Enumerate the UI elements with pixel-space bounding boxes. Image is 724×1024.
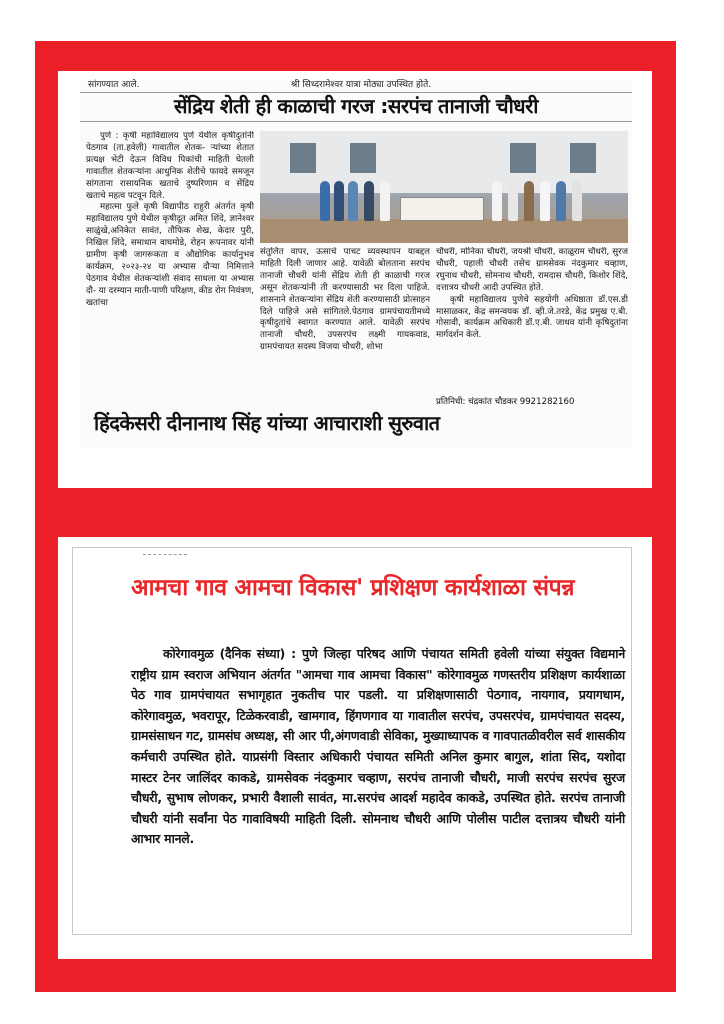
column-1-paragraph-1: पुणे : कृषी महाविद्यालय पुणे येथील कृषीदुतांनी पेठगाव (ता.हवेली) गावातील शेतक- र्‍यांच्या शेतात प्रत्यक्ष भेटी देऊन विविध पिकांची माहिती घेतली गावातील शेतकर्‍यांना आधुनिक शेतीचे फायदे समजून सांगताना रासायनिक खताचे दुष्परिणाम व सेंद्रिय खताचे महत्व पटवून दिले. [86, 131, 254, 201]
column-3-paragraph-1: चौधरी, मोनिका चौधरी, जयश्री चौधरी, काळूराम चौधरी, सुरज चौधरी, पहाली चौधरी तसेच ग्रामसेवक नंदकुमार चव्हाण, रघुनाथ चौधरी, सोमनाथ चौधरी, रामदास चौधरी, किशोर शिंदे, दत्तात्रय चौधरी आदी उपस्थित होते. [436, 247, 628, 293]
photo-banner [400, 197, 484, 221]
clipping-top-line [80, 79, 632, 93]
reporter-credit: प्रतिनिधी: चंद्रकांत चौडकर 9921282160 [436, 397, 575, 407]
workshop-article-body: कोरेगावमुळ (दैनिक संध्या) : पुणे जिल्हा परिषद आणि पंचायत समिती हवेली यांच्या संयुक्त विद्यमाने राष्ट्रीय ग्राम स्वराज अभियान अंतर्गत "आमचा गाव आमचा विकास" कोरेगावमुळ गणस्तरीय प्रशिक्षण कार्यशाळा पेठ गाव ग्रामपंचायत सभागृहात नुकतीच पार पडली. या प्रशिक्षणासाठी पेठगाव, नायगाव, प्रयागधाम, कोरेगावमुळ, भवरापूर, टिळेकरवाडी, खामगाव, हिंगणगाव या गावातील सरपंच, उपसरपंच, ग्रामपंचायत सदस्य, ग्रामसंसाधन गट, ग्रामसंघ अध्यक्ष, सी आर पी,अंगणवाडी सेविका, मुख्याध्यापक व गावपातळीवरील सर्व शासकीय कर्मचारी उपस्थित होते. याप्रसंगी विस्तार अधिकारी पंचायत समिती अनिल कुमार बागुल, शांता सिद, यशोदा मास्टर टेनर जालिंदर काकडे, ग्रामसेवक नंदकुमार चव्हाण, सरपंच तानाजी चौधरी, माजी सरपंच सरपंच सुरज चौधरी, सुभाष लोणकर, प्रभारी वैशाली सावंत, मा.सरपंच आदर्श महादेव काकडे, उपस्थित होते. सरपंच तानाजी चौधरी यांनी सर्वांना पेठ गावाविषयी माहिती दिली. सोमनाथ चौधरी आणि पोलीस पाटील दत्तात्रय चौधरी यांनी आभार मानले. [131, 646, 625, 847]
next-article-headline-cut: हिंदकेसरी दीनानाथ सिंह यांच्या आचाराशी सुरुवात [94, 411, 440, 435]
column-2-paragraph: संतुलित वापर, ऊसाचे पाचट व्यवस्थापन याबद्दल माहिती दिली जाणार आहे. यावेळी बोलताना सरपंच तानाजी चौधरी यांनी सेंद्रिय शेती ही काळाची गरज असून शेतकऱ्यांनी ती करण्यासाठी भर दिला पाहिजे. शासनाने शेतकऱ्यांना सेंद्रिय शेती करण्यासाठी प्रोत्साहन दिले पाहिजे असे सांगितले.पेठगाव ग्रामपंचायतीमध्ये कृषीदुतांचे स्वागत करण्यात आले. यावेळी सरपंच तानाजी चौधरी, उपसरपंच लक्ष्मी गायकवाड, ग्रामपंचायत सदस्य विजया चौधरी, शोभा [260, 247, 430, 353]
top-line-right: श्री सिध्दरामेश्वर यात्रा मोठ्या उपस्थित होते. [290, 80, 432, 90]
article-column-1 [86, 131, 254, 443]
bottom-panel [58, 537, 652, 959]
top-line-left: सांगण्यात आले. [88, 80, 140, 90]
article-column-3 [436, 247, 628, 443]
article-photo [260, 131, 628, 243]
column-3-paragraph-2: कृषी महाविद्यालय पुणेचे सहयोगी अधिष्ठाता डॉ.एस.डी मासाळकर, केंद्र समन्वयक डॉ. व्ही.जे.तरडे, केंद्र प्रमुख ए.बी. गोसावी, कार्यक्रम अधिकारी डॉ.ए.बी. जाधव यांनी कृषिदुतांना मार्गदर्शन केले. [436, 294, 628, 341]
newspaper-clipping-top [80, 79, 632, 449]
column-1-paragraph-2: महात्मा फुले कृषी विद्यापीठ राहुरी अंतर्गत कृषी महाविद्यालय पुणे येथील कृषीदूत अमित शिंदे, ज्ञानेश्वर साळुंखे,अनिकेत सावंत, तौफिक शेख, केदार पुरी, निखिल शिंदे, समाधान वाघमोडे, रोहन रूपनावर यांनी ग्रामीण कृषी जागरूकता व औद्योगिक कार्यानुभव कार्यक्रम, २०२३-२४ या अभ्यास दौऱ्या निमित्ताने पेठगाव येथील शेतकऱ्यांशी संवाद साधला या अभ्यास दौ- या दरम्यान माती-पाणी परिक्षण, कीड रोग नियंत्रण, खतांचा [86, 202, 254, 308]
top-panel [58, 71, 652, 488]
workshop-headline: आमचा गाव आमचा विकास' प्रशिक्षण कार्यशाळा संपन्न [131, 575, 575, 601]
article-headline: सेंद्रिय शेती ही काळाची गरज :सरपंच तानाजी चौधरी [80, 93, 632, 122]
newspaper-clipping-bottom [72, 547, 632, 935]
clipping-edge-mark [143, 554, 187, 560]
